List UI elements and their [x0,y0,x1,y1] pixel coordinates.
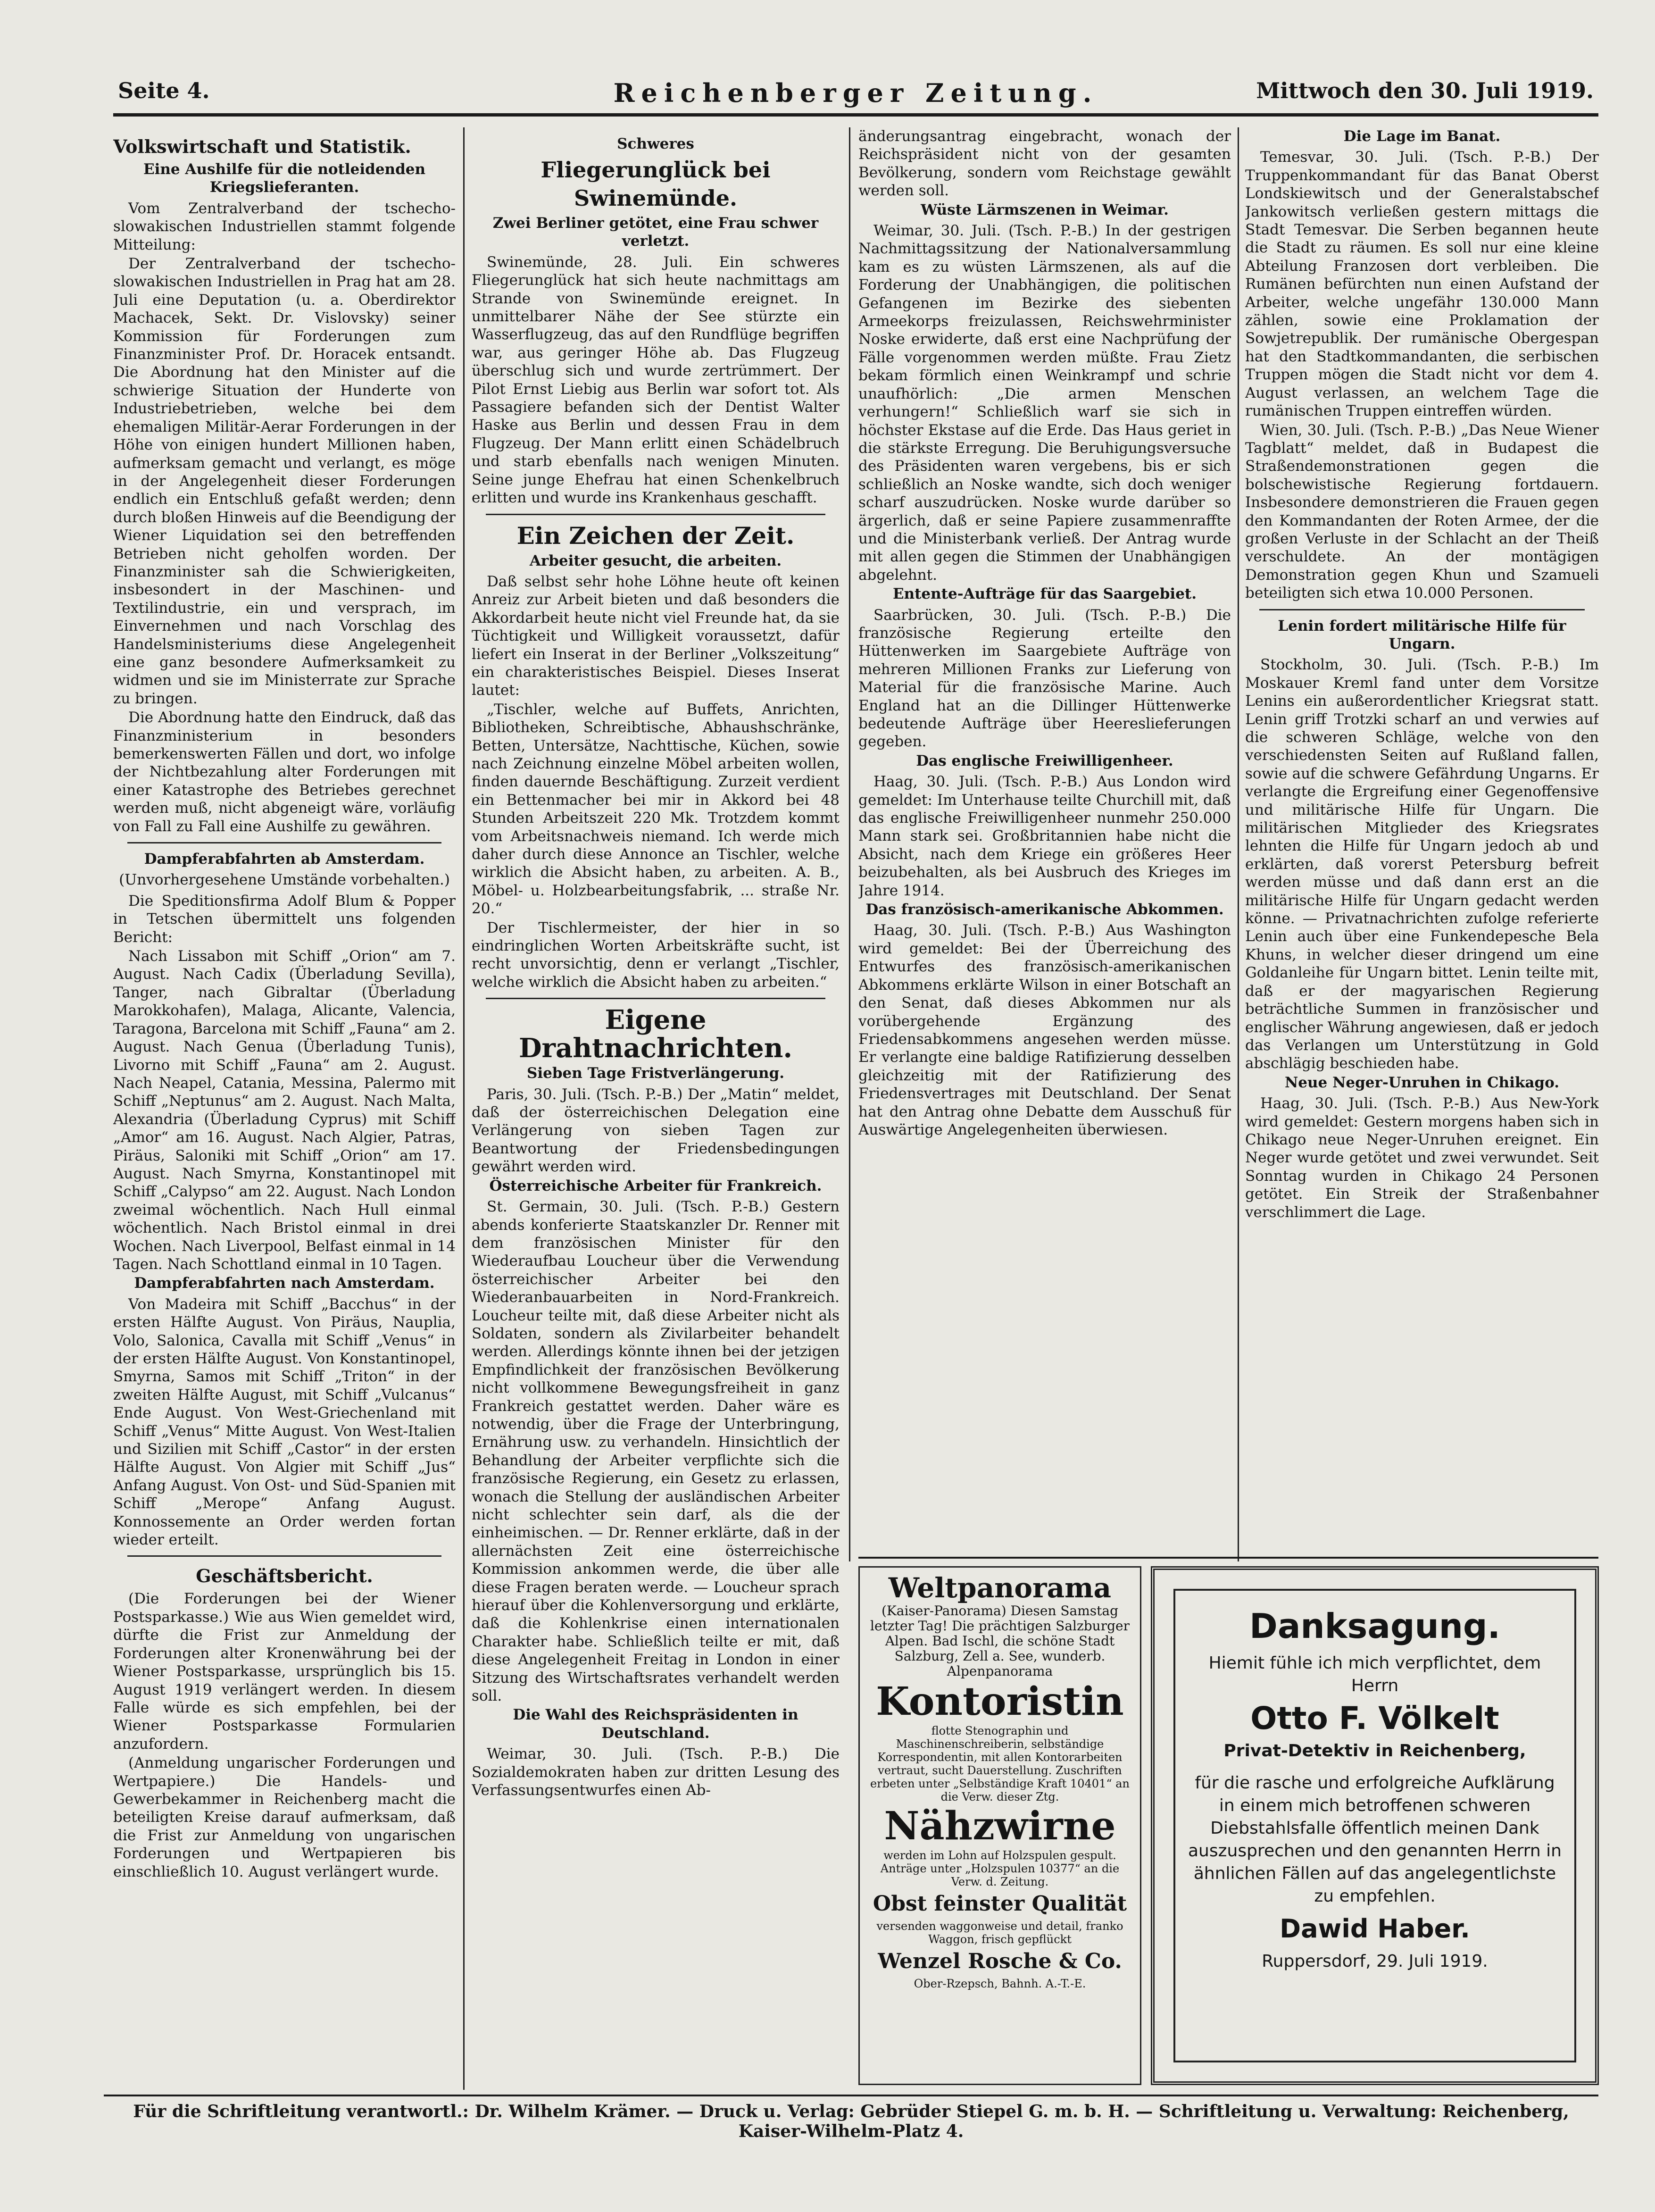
ad-text: Ober-Rzepsch, Bahnh. A.-T.-E. [914,1977,1086,1990]
article-subheadline: Arbeiter gesucht, die arbeiten. [529,552,782,569]
article-paragraph: Haag, 30. Juli. (Tsch. P.-B.) Aus London wird gemeldet: Im Unterhause teilte Churchill mit, daß das englische Freiwilligenheer nunmehr 250.000 Mann stark sei. Großbritannien habe nicht die Absicht, nach dem Kriege ein größeres Heer beizubehalten, als bei Ausbruch des Krieges im Jahre 1914. [858,773,1231,899]
page-header [118,78,1594,116]
article-paragraph: Nach Lissabon mit Schiff „Orion“ am 7. August. Nach Cadix (Überladung Sevilla), Tanger, nach Gibraltar (Überladung Marokkohafen), Malaga, Alicante, Valencia, Taragona, Barcelona mit Schiff „Fauna“ am 2. August. Nach Genua (Überladung Tunis), Livorno mit Schiff „Fauna“ am 2. August. Nach Neapel, Catania, Messina, Palermo mit Schiff „Neptunus“ am 2. August. Nach Malta, Alexandria (Überladung Cyprus) mit Schiff „Amor“ am 16. August. Nach Algier, Patras, Piräus, Saloniki mit Schiff „Orion“ am 17. August. Nach Smyrna, Konstantinopel mit Schiff „Calypso“ am 22. August. Nach London zweimal wöchentlich. Nach Hull einmal wöchentlich. Nach Bristol einmal in drei Wochen. Nach Liverpool, Belfast einmal in 14 Tagen. Nach Schottland einmal in 10 Tagen. [113,948,456,1273]
article-paragraph: Daß selbst sehr hohe Löhne heute oft keinen Anreiz zur Arbeit bieten und daß besonders die Akkordarbeit heute nicht viel Freunde hat, da sie Tüchtigkeit und Willigkeit voraussetzt, dafür liefert ein Inserat in der Berliner „Volkszeitung“ ein charakteristisches Beispiel. Dieses Inserat lautet: [472,573,840,699]
article-paragraph: Paris, 30. Juli. (Tsch. P.-B.) Der „Matin“ meldet, daß der österreichischen Delegation eine Verlängerung von sieben Tagen zur Beantwortung der Friedensbedingungen gewährt werden wird. [472,1085,840,1176]
article-paragraph: Der Tischlermeister, der hier in so eindringlichen Worten Arbeitskräfte sucht, ist recht unvorsichtig, denn er verlangt „Tischler, welche wirklich die Absicht haben zu arbeiten.“ [472,919,840,991]
article-paragraph: Weimar, 30. Juli. (Tsch. P.-B.) In der gestrigen Nachmittagssitzung der Nationalversammlung kam es zu wüsten Lärmszenen, als auf die Forderung der Unabhängigen, die politischen Gefangenen im Bezirke des siebenten Armeekorps freizulassen, Reichswehrminister Noske erwiderte, daß erst eine Nachprüfung der Fälle vorgenommen werden müßte. Frau Zietz bekam förmlich einen Weinkrampf und schrie unaufhörlich: „Die armen Menschen verhungern!“ Schließlich warf sie sich in höchster Ekstase auf die Erde. Das Haus geriet in die stärkste Erregung. Die Beruhigungsversuche des Präsidenten waren vergebens, bis er sich schließlich an Noske wandte, sich doch weniger scharf auszudrücken. Noske wurde darüber so ärgerlich, daß er seine Papiere zusammenraffte und die Ministerbank verließ. Der Antrag wurde mit allen gegen die Stimmen der Unabhängigen abgelehnt. [858,222,1231,584]
article-paragraph: Stockholm, 30. Juli. (Tsch. P.-B.) Im Moskauer Kreml fand unter dem Vorsitze Lenins ein außerordentlicher Kriegsrat statt. Lenin griff Trotzki scharf an und verwies auf die schweren Schläge, welche von den verschiedensten Seiten auf Rußland fallen, sowie auf die schwere Gefährdung Ungarns. Er verlangte die Ergreifung einer Gegenoffensive und militärische Hilfe für Ungarn. Die militärischen Mitglieder des Kriegsrates lehnten die Hilfe für Ungarn jedoch ab und erklärten, daß vorerst Petersburg befreit werden müsse und daß dann erst an die militärische Hilfe für Ungarn gedacht werden könne. — Privatnachrichten zufolge referierte Lenin auch über eine Funkendepesche Bela Khuns, in welcher dieser dringend um eine Goldanleihe für Ungarn bittet. Lenin teilte mit, daß er der magyarischen Regierung beträchtliche Summen in französischer und englischer Währung angewiesen, daß er jedoch das Verlangen um Unterstützung in Gold abschlägig beschieden habe. [1245,656,1599,1072]
thanks-ad-frame [1173,1589,1576,2062]
article-headline: Die Wahl des Reichspräsidenten in Deutschland. [513,1706,798,1742]
article-paragraph: Die Speditionsfirma Adolf Blum & Popper in Tetschen übermittelt uns folgenden Bericht: [113,892,456,946]
section-heading: Volkswirtschaft und Statistik. [113,136,411,157]
article-paragraph: Die Abordnung hatte den Eindruck, daß das Finanzministerium in besonders bemerkenswerten Fällen und dort, wo infolge der Nichtbezahlung alter Forderungen mit einer Katastrophe des Betriebes gerechnet werden muß, nicht abgeneigt wäre, vorläufig von Fall zu Fall eine Aushilfe zu gewähren. [113,709,456,835]
article-paragraph: Von Madeira mit Schiff „Bacchus“ in der ersten Hälfte August. Von Piräus, Nauplia, Volo, Salonica, Cavalla mit Schiff „Venus“ in der ersten Hälfte August. Von Konstantinopel, Smyrna, Samos mit Schiff „Triton“ in der zweiten Hälfte August, mit Schiff „Vulcanus“ Ende August. Von West-Griechenland mit Schiff „Venus“ Mitte August. Von West-Italien und Sizilien mit Schiff „Castor“ in der ersten Hälfte August. Von Algier mit Schiff „Jus“ Anfang August. Von Ost- und Süd-Spanien mit Schiff „Merope“ Anfang August. Konnossemente an Order werden fortan wieder erteilt. [113,1295,456,1549]
ad-text: flotte Stenographin und Maschinenschreiberin, selbständige Korrespondentin, mit allen Kontorarbeiten vertraut, sucht Dauerstellung. Zuschriften erbeten unter „Selbständige Kraft 10401“ an die Verw. dieser Ztg. [870,1724,1130,1803]
article-paragraph: St. Germain, 30. Juli. (Tsch. P.-B.) Gestern abends konferierte Staatskanzler Dr. Renner mit dem französischen Minister für den Wiederaufbau Loucheur über die Verwendung österreichischer Arbeiter bei den Wiederanbauarbeiten in Nord-Frankreich. Loucheur teilte mit, daß diese Arbeiter nicht als Soldaten, sondern als Zivilarbeiter behandelt werden. Allerdings könnte ihnen bei der jetzigen Empfindlichkeit der französischen Bevölkerung nicht vollkommene Bewegungsfreiheit in ganz Frankreich gestattet werden. Daher wäre es notwendig, über die Frage der Unterbringung, Ernährung usw. zu verhandeln. Hinsichtlich der Behandlung der Arbeiter verpflichte sich die französische Regierung, ein Gesetz zu erlassen, wonach die Stellung der ausländischen Arbeiter nicht schlechter sein darf, als die der einheimischen. — Dr. Renner erklärte, daß in der allernächsten Zeit eine österreichische Kommission ankommen werde, die über alle diese Fragen beraten werde. — Loucheur sprach hierauf über die Kohlenversorgung und erklärte, daß die Kohlenkrise einen internationalen Charakter habe. Schließlich teilte er mit, daß diese Angelegenheit Freitag in London in einer Sitzung des Wirtschaftsrates verhandelt werden soll. [472,1198,840,1705]
article-headline: Österreichische Arbeiter für Frankreich. [489,1177,822,1194]
column-3 [858,127,1231,1566]
article-paragraph: Haag, 30. Juli. (Tsch. P.-B.) Aus Washington wird gemeldet: Bei der Überreichung des Entwurfes des französisch-amerikanischen Abkommens erklärte Wilson in einer Botschaft an den Senat, daß dieses Abkommen nur als vorübergehende Ergänzung des Friedensabkommens angesehen werden müsse. Er verlangte eine baldige Ratifizierung desselben gleichzeitig mit der Ratifizierung des Friedensvertrages mit Deutschland. Der Senat hat den Antrag ohne Debatte dem Ausschuß für Auswärtige Angelegenheiten überwiesen. [858,922,1231,1138]
separator [127,842,441,843]
ad-text: werden im Lohn auf Holzspulen gespult. Anträge unter „Holzspulen 10377“ an die Verw. d. Zeitung. [880,1849,1120,1888]
ads-rule [858,1557,1598,1559]
column-4 [1245,127,1599,1566]
ad-title: Wenzel Rosche & Co. [878,1949,1122,1973]
ad-signature: Dawid Haber. [1280,1914,1470,1944]
column-divider [1238,127,1239,1561]
page-number: Seite 4. [118,78,210,103]
ad-text: versenden waggonweise und detail, franko Waggon, frisch gepflückt [876,1920,1123,1946]
ad-text: Ruppersdorf, 29. Juli 1919. [1262,1952,1488,1971]
article-headline: Geschäftsbericht. [196,1565,373,1587]
masthead: Reichenberger Zeitung. [613,78,1098,108]
ad-text: (Kaiser-Panorama) Diesen Samstag letzter Tag! Die prächtigen Salzburger Alpen. Bad Ischl, die schöne Stadt Salzburg, Zell a. See, wunderb. Alpenpanorama [870,1603,1130,1679]
ad-title: Obst feinster Qualität [873,1892,1127,1916]
column-divider [849,127,850,1561]
article-kicker: Schweres [617,135,694,152]
article-headline: Das französisch-amerikanische Abkommen. [865,901,1224,918]
separator [486,998,825,999]
footer-rule [104,2095,1598,2096]
ad-text: für die rasche und erfolgreiche Aufklärung in einem mich betroffenen schweren Diebstahlsfalle öffentlich meinen Dank auszusprechen und den genannten Herrn in ähnlichen Fällen auf das angelegentlichste zu empfehlen. [1188,1773,1562,1906]
ad-title: Nähzwirne [884,1803,1116,1849]
article-paragraph: Vom Zentralverband der tschecho-slowakischen Industriellen stammt folgende Mitteilung: [113,200,456,253]
separator [486,514,825,515]
article-paragraph: Haag, 30. Juli. (Tsch. P.-B.) Aus New-York wird gemeldet: Gestern morgens haben sich in Chikago neue Neger-Unruhen ereignet. Ein Neger wurde getötet und zwei verwundet. Seit Sonntag wurden in Chikago 24 Personen getötet. Ein Streik der Straßenbahner verschlimmert die Lage. [1245,1095,1599,1221]
article-headline: Die Lage im Banat. [1343,128,1501,145]
article-paragraph: Der Zentralverband der tschecho-slowakischen Industriellen in Prag hat am 28. Juli eine Deputation (u. a. Oberdirektor Machacek, Sekt. Dr. Vislovsky) seiner Kommission für Forderungen zum Finanzminister Prof. Dr. Horacek entsandt. Die Abordnung hat den Minister auf die schwierige Situation der Hunderte von Industriebetrieben, welche bei dem ehemaligen Militär-Aerar Forderungen in der Höhe von einigen hundert Millionen haben, aufmerksam gemacht und verlangt, es möge in der Angelegenheit dieser Forderungen endlich ein Entschluß gefaßt werden; denn durch bloßen Hinweis auf die Beendigung der Wiener Liquidation sei den betreffenden Betrieben nicht geholfen worden. Der Finanzminister sah die Schwierigkeiten, insbesondert in der Maschinen- und Textilindustrie, ein und versprach, im Einvernehmen und nach Vorschlag des Handelsministeriums diese Angelegenheit eine ganz besondere Aufmerksamkeit zu widmen und sie im Ministerrate zur Sprache zu bringen. [113,255,456,707]
article-paragraph: Swinemünde, 28. Juli. Ein schweres Fliegerunglück hat sich heute nachmittags am Strande von Swinemünde ereignet. In unmittelbarer Nähe der See stürzte ein Wasserflugzeug, das auf den Rundflüge begriffen war, aus geringer Höhe ab. Das Flugzeug überschlug sich und wurde zertrümmert. Der Pilot Ernst Liebig aus Berlin war sofort tot. Als Passagiere befanden sich der Dentist Walter Haske aus Berlin und dessen Frau in dem Flugzeug. Der Mann erlitt einen Schädelbruch und starb ebenfalls nach wenigen Minuten. Seine junge Ehefrau hat einen Schenkelbruch erlitten und wurde ins Krankenhaus geschafft. [472,253,840,507]
article-paragraph: änderungsantrag eingebracht, wonach der Reichspräsident nicht von der gesamten Bevölkerung, sondern vom Reichstage gewählt werden soll. [858,128,1231,200]
article-subheadline: (Unvorhergesehene Umstände vorbehalten.) [119,871,450,889]
article-headline: Wüste Lärmszenen in Weimar. [921,201,1169,218]
column-2 [472,127,840,2090]
footer-imprint: Für die Schriftleitung verantwortl.: Dr. Wilhelm Krämer. — Druck u. Verlag: Gebrüder Stiepel G. m. b. H. — Schriftleitung u. Verwaltung: Reichenberg, Kaiser-Wilhelm-Platz 4. [133,2102,1569,2141]
issue-date: Mittwoch den 30. Juli 1919. [1256,78,1594,103]
article-paragraph: Saarbrücken, 30. Juli. (Tsch. P.-B.) Die französische Regierung erteilte den Hüttenwerken im Saargebiete Aufträge von mehreren Millionen Franks zur Lieferung von Material für die französische Marine. Auch England hat an die Dillinger Hüttenwerke bedeutende Aufträge über Heereslieferungen gegeben. [858,606,1231,751]
article-headline: Dampferabfahrten nach Amsterdam. [134,1275,435,1292]
header-rule [113,113,1598,117]
ad-text: Hiemit fühle ich mich verpflichtet, dem Herrn [1208,1653,1541,1695]
article-paragraph: Weimar, 30. Juli. (Tsch. P.-B.) Die Sozialdemokraten haben zur dritten Lesung des Verfassungsentwurfes einen Ab- [472,1745,840,1799]
advertisements [858,1566,1599,2085]
article-subheadline: Zwei Berliner getötet, eine Frau schwer verletzt. [492,215,819,250]
article-headline: Ein Zeichen der Zeit. [516,521,795,550]
ad-title: Kontoristin [876,1679,1124,1724]
article-paragraph: Temesvar, 30. Juli. (Tsch. P.-B.) Der Truppenkommandant für das Banat Oberst Londskiewitsch und der Generalstabschef Jankowitsch verließen gestern mittags die Stadt Temesvar. Die Serben begannen heute die Stadt zu räumen. Es soll nur eine kleine Abteilung Franzosen dort verbleiben. Die Rumänen befürchten nun einen Aufstand der Arbeiter, welche ungefähr 130.000 Mann zählen, sowie eine Proklamation der Sowjetrepublik. Der rumänische Obergespan hat den Stadtkommandanten, die serbischen Truppen mögen die Stadt nicht vor dem 4. August verlassen, an welchem Tage die rumänischen Truppen eintreffen würden. [1245,149,1599,420]
article-headline: Entente-Aufträge für das Saargebiet. [892,585,1197,603]
article-paragraph: (Anmeldung ungarischer Forderungen und Wertpapiere.) Die Handels- und Gewerbekammer in Reichenberg macht die beteiligten Kreise darauf aufmerksam, daß die Frist zur Anmeldung von ungarischen Forderungen und Wertpapieren bis einschließlich 10. August verlängert wurde. [113,1754,456,1880]
article-headline: Fliegerunglück bei Swinemünde. [541,157,771,211]
ad-title: Danksagung. [1249,1606,1500,1646]
separator [127,1555,441,1557]
article-headline: Sieben Tage Fristverlängerung. [526,1065,785,1082]
article-paragraph: Wien, 30. Juli. (Tsch. P.-B.) „Das Neue Wiener Tagblatt“ meldet, daß in Budapest die Straßendemonstrationen gegen die bolschewistische Regierung fortdauern. Insbesondere demonstrieren die Frauen gegen den Kommandanten der Roten Armee, der die großen Verluste in der Schlacht an der Theiß verschuldete. An der montägigen Demonstration gegen Khun und Szamueli beteiligten sich etwa 10.000 Personen. [1245,421,1599,602]
article-paragraph: „Tischler, welche auf Buffets, Anrichten, Bibliotheken, Schreibtische, Abhaushschränke, Betten, Untersätze, Nachttische, Küchen, sowie nach Zeichnung einzelne Möbel arbeiten wollen, finden dauernde Beschäftigung. Zurzeit verdient ein Bettenmacher bei mir in Akkord bei 48 Stunden Arbeitszeit 220 Mk. Trotzdem kommt vom Arbeitsnachweis niemand. Ich werde mich daher durch diese Annonce an Tischler, welche wirklich die Absicht haben, zu arbeiten. A. B., Möbel- u. Holzbearbeitungsfabrik, ... straße Nr. 20.“ [472,701,840,918]
article-headline: Dampferabfahrten ab Amsterdam. [144,851,425,868]
article-headline: Neue Neger-Unruhen in Chikago. [1284,1074,1560,1091]
thanks-ad [1151,1566,1599,2085]
classified-ads [858,1566,1141,2085]
ad-text: Privat-Detektiv in Reichenberg, [1223,1741,1526,1761]
ad-title: Weltpanorama [888,1572,1112,1604]
section-heading: Eigene Drahtnachrichten. [518,1004,793,1064]
separator [1259,609,1585,610]
article-headline: Eine Aushilfe für die notleidenden Kriegslieferanten. [143,161,426,196]
article-headline: Das englische Freiwilligenheer. [916,752,1173,769]
article-headline: Lenin fordert militärische Hilfe für Ungarn. [1278,617,1566,652]
column-1 [113,127,456,2090]
article-paragraph: (Die Forderungen bei der Wiener Postsparkasse.) Wie aus Wien gemeldet wird, dürfte die Frist zur Anmeldung der Forderungen alter Kronenwährung bei der Wiener Postsparkasse, ursprünglich bis 15. August 1919 verlängert werden. In diesem Falle würde es sich empfehlen, bei der Wiener Postsparkasse Formularien anzufordern. [113,1590,456,1753]
ad-name: Otto F. Völkelt [1250,1700,1499,1736]
column-divider [463,127,465,2090]
